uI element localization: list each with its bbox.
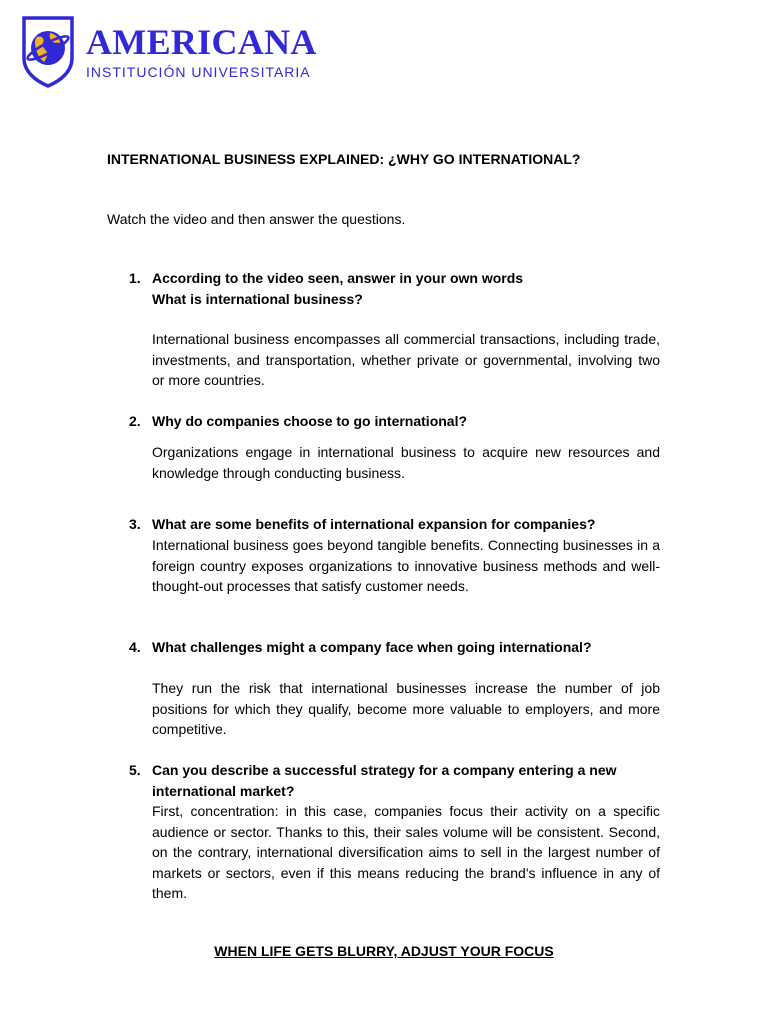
question-number: 1.	[129, 270, 141, 286]
answer-3: International business goes beyond tangible benefits. Connecting businesses in a foreign country exposes organizations to innovative business methods and well-thought-out processes that satisfy customer needs.	[152, 537, 660, 594]
question-text: According to the video seen, answer in your own words	[152, 270, 524, 286]
question-text-line2: What is international business?	[152, 290, 363, 307]
question-4	[129, 637, 660, 658]
question-text: Why do companies choose to go international?	[152, 413, 468, 429]
question-number: 2.	[129, 413, 141, 429]
question-1	[129, 268, 660, 309]
document-title: INTERNATIONAL BUSINESS EXPLAINED: ¿WHY GO INTERNATIONAL?	[107, 151, 581, 167]
footer-motto: WHEN LIFE GETS BLURRY, ADJUST YOUR FOCUS	[214, 943, 554, 959]
answer-5: First, concentration: in this case, companies focus their activity on a specific audience or sector. Thanks to this, their sales volume will be consistent. Second, on the contrary, international diversification aims to sell in the largest number of markets or sectors, even if this means reducing the brand's influence in any of them.	[152, 803, 660, 901]
answer-2: Organizations engage in international business to acquire new resources and knowledge through conducting business.	[152, 444, 660, 481]
question-5	[129, 760, 660, 801]
question-3	[129, 514, 660, 535]
question-2	[129, 411, 660, 432]
logo-subtitle: INSTITUCIÓN UNIVERSITARIA	[86, 64, 311, 80]
question-number: 4.	[129, 639, 141, 655]
logo-name: AMERICANA	[86, 22, 317, 62]
question-text: Can you describe a successful strategy for a company entering a new international market?	[152, 762, 617, 799]
answer-4: They run the risk that international businesses increase the number of job positions for which they qualify, become more valuable to employers, and more competitive.	[152, 680, 660, 737]
question-number: 3.	[129, 516, 141, 532]
globe-shield-icon	[20, 14, 76, 88]
intro-text: Watch the video and then answer the questions.	[107, 211, 406, 227]
question-number: 5.	[129, 762, 141, 778]
answer-1: International business encompasses all commercial transactions, including trade, investments, and transportation, whether private or governmental, involving two or more countries.	[152, 331, 660, 388]
question-text: What challenges might a company face when going international?	[152, 639, 592, 655]
question-text: What are some benefits of international expansion for companies?	[152, 516, 596, 532]
